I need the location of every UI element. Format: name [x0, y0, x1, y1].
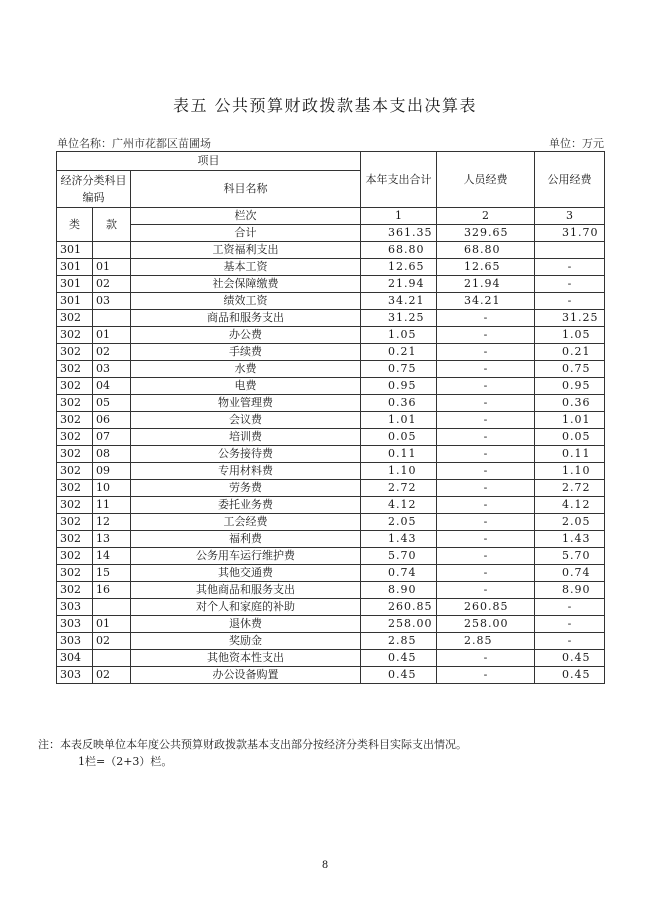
header-class: 类	[57, 208, 93, 242]
item-code: 09	[93, 463, 131, 480]
subject-name: 会议费	[131, 412, 361, 429]
footnote-formula: 1栏=（2+3）栏。	[78, 755, 173, 768]
subject-name: 劳务费	[131, 480, 361, 497]
table-row	[57, 242, 605, 259]
table-row	[57, 650, 605, 667]
class-code: 302	[57, 412, 93, 429]
amount-total: 1.10	[361, 463, 437, 480]
amount-staff: -	[437, 429, 535, 446]
amount-total: 2.05	[361, 514, 437, 531]
amount-public: 0.21	[535, 344, 605, 361]
subject-name: 工会经费	[131, 514, 361, 531]
header-staff: 人员经费	[437, 152, 535, 208]
table-row	[57, 667, 605, 684]
class-code: 302	[57, 565, 93, 582]
class-code: 302	[57, 327, 93, 344]
amount-staff: 34.21	[437, 293, 535, 310]
item-code: 13	[93, 531, 131, 548]
amount-public: 1.01	[535, 412, 605, 429]
item-code: 16	[93, 582, 131, 599]
amount-total: 0.74	[361, 565, 437, 582]
subject-name: 办公费	[131, 327, 361, 344]
item-code: 11	[93, 497, 131, 514]
item-code: 02	[93, 276, 131, 293]
subject-name: 公务接待费	[131, 446, 361, 463]
amount-public: -	[535, 259, 605, 276]
item-code: 07	[93, 429, 131, 446]
amount-total: 0.95	[361, 378, 437, 395]
amount-staff: 2.85	[437, 633, 535, 650]
amount-staff: -	[437, 531, 535, 548]
amount-public: 2.72	[535, 480, 605, 497]
amount-staff: -	[437, 412, 535, 429]
amount-total: 21.94	[361, 276, 437, 293]
amount-total: 68.80	[361, 242, 437, 259]
table-row	[57, 633, 605, 650]
amount-public: 4.12	[535, 497, 605, 514]
item-code: 02	[93, 633, 131, 650]
subject-name: 绩效工资	[131, 293, 361, 310]
amount-total: 1.43	[361, 531, 437, 548]
table-row	[57, 565, 605, 582]
class-code: 301	[57, 259, 93, 276]
amount-staff: -	[437, 463, 535, 480]
table-row	[57, 599, 605, 616]
amount-public: 0.95	[535, 378, 605, 395]
table-row	[57, 412, 605, 429]
amount-staff: -	[437, 361, 535, 378]
table-row	[57, 531, 605, 548]
subject-name: 奖励金	[131, 633, 361, 650]
amount-total: 0.11	[361, 446, 437, 463]
amount-staff: 258.00	[437, 616, 535, 633]
table-row	[57, 361, 605, 378]
header-econ-code: 经济分类科目编码	[57, 171, 131, 208]
expenditure-table	[56, 151, 605, 684]
amount-total: 260.85	[361, 599, 437, 616]
amount-total: 34.21	[361, 293, 437, 310]
amount-staff: 68.80	[437, 242, 535, 259]
table-row	[57, 327, 605, 344]
header-item: 款	[93, 208, 131, 242]
subject-name: 工资福利支出	[131, 242, 361, 259]
amount-staff: -	[437, 327, 535, 344]
amount-staff: -	[437, 446, 535, 463]
subject-name: 办公设备购置	[131, 667, 361, 684]
item-code: 03	[93, 293, 131, 310]
amount-total: 258.00	[361, 616, 437, 633]
amount-total: 0.21	[361, 344, 437, 361]
amount-total: 0.36	[361, 395, 437, 412]
amount-public: 0.45	[535, 650, 605, 667]
class-code: 303	[57, 599, 93, 616]
amount-public: 0.74	[535, 565, 605, 582]
subject-name: 其他商品和服务支出	[131, 582, 361, 599]
column-no-label: 栏次	[131, 208, 361, 225]
amount-staff: 21.94	[437, 276, 535, 293]
total-label: 合计	[131, 225, 361, 242]
class-code: 302	[57, 344, 93, 361]
item-code: 02	[93, 667, 131, 684]
class-code: 302	[57, 531, 93, 548]
amount-public: 1.10	[535, 463, 605, 480]
amount-public: -	[535, 276, 605, 293]
subject-name: 福利费	[131, 531, 361, 548]
table-row	[57, 310, 605, 327]
amount-total: 0.45	[361, 650, 437, 667]
amount-staff: -	[437, 548, 535, 565]
amount-staff: -	[437, 378, 535, 395]
item-code	[93, 650, 131, 667]
amount-staff: 12.65	[437, 259, 535, 276]
item-code	[93, 310, 131, 327]
item-code: 06	[93, 412, 131, 429]
subject-name: 公务用车运行维护费	[131, 548, 361, 565]
class-code: 302	[57, 446, 93, 463]
table-row	[57, 259, 605, 276]
column-no-2: 2	[437, 208, 535, 225]
amount-public: 8.90	[535, 582, 605, 599]
amount-total: 2.85	[361, 633, 437, 650]
item-code: 01	[93, 327, 131, 344]
class-code: 301	[57, 242, 93, 259]
amount-public: 0.45	[535, 667, 605, 684]
header-public: 公用经费	[535, 152, 605, 208]
subject-name: 电费	[131, 378, 361, 395]
amount-total: 31.25	[361, 310, 437, 327]
amount-public: -	[535, 633, 605, 650]
subject-name: 社会保障缴费	[131, 276, 361, 293]
amount-public: -	[535, 293, 605, 310]
class-code: 302	[57, 582, 93, 599]
amount-total: 8.90	[361, 582, 437, 599]
amount-public: 2.05	[535, 514, 605, 531]
class-code: 302	[57, 378, 93, 395]
amount-total: 5.70	[361, 548, 437, 565]
class-code: 302	[57, 310, 93, 327]
table-row	[57, 293, 605, 310]
subject-name: 退休费	[131, 616, 361, 633]
amount-public: -	[535, 599, 605, 616]
class-code: 302	[57, 429, 93, 446]
total-public: 31.70	[535, 225, 605, 242]
subject-name: 基本工资	[131, 259, 361, 276]
item-code: 15	[93, 565, 131, 582]
amount-total: 1.05	[361, 327, 437, 344]
amount-total: 0.05	[361, 429, 437, 446]
amount-staff: -	[437, 582, 535, 599]
header-subject-name: 科目名称	[131, 171, 361, 208]
amount-staff: 260.85	[437, 599, 535, 616]
table-row	[57, 582, 605, 599]
class-code: 303	[57, 667, 93, 684]
subject-name: 物业管理费	[131, 395, 361, 412]
class-code: 302	[57, 463, 93, 480]
amount-public: 0.11	[535, 446, 605, 463]
amount-public: -	[535, 616, 605, 633]
table-row	[57, 395, 605, 412]
table-row	[57, 497, 605, 514]
unit-name: 单位名称：广州市花都区苗圃场	[57, 137, 211, 150]
item-code: 03	[93, 361, 131, 378]
class-code: 302	[57, 480, 93, 497]
column-no-1: 1	[361, 208, 437, 225]
subject-name: 商品和服务支出	[131, 310, 361, 327]
class-code: 302	[57, 514, 93, 531]
table-row	[57, 378, 605, 395]
class-code: 302	[57, 361, 93, 378]
subject-name: 培训费	[131, 429, 361, 446]
total-staff: 329.65	[437, 225, 535, 242]
table-row	[57, 446, 605, 463]
subject-name: 其他资本性支出	[131, 650, 361, 667]
amount-staff: -	[437, 497, 535, 514]
table-row	[57, 463, 605, 480]
amount-public	[535, 242, 605, 259]
class-code: 303	[57, 633, 93, 650]
amount-staff: -	[437, 650, 535, 667]
table-title: 表五 公共预算财政拨款基本支出决算表	[172, 96, 478, 115]
subject-name: 水费	[131, 361, 361, 378]
item-code: 14	[93, 548, 131, 565]
amount-public: 1.43	[535, 531, 605, 548]
header-project: 项目	[57, 152, 361, 171]
table-row	[57, 276, 605, 293]
table-row	[57, 344, 605, 361]
class-code: 302	[57, 395, 93, 412]
amount-total: 12.65	[361, 259, 437, 276]
amount-staff: -	[437, 667, 535, 684]
amount-total: 0.75	[361, 361, 437, 378]
amount-public: 0.36	[535, 395, 605, 412]
item-code: 02	[93, 344, 131, 361]
table-row	[57, 480, 605, 497]
amount-staff: -	[437, 565, 535, 582]
amount-total: 1.01	[361, 412, 437, 429]
item-code: 08	[93, 446, 131, 463]
footnote: 注：本表反映单位本年度公共预算财政拨款基本支出部分按经济分类科目实际支出情况。	[38, 738, 467, 751]
amount-total: 4.12	[361, 497, 437, 514]
item-code: 04	[93, 378, 131, 395]
amount-staff: -	[437, 480, 535, 497]
item-code: 01	[93, 259, 131, 276]
subject-name: 委托业务费	[131, 497, 361, 514]
total-amount: 361.35	[361, 225, 437, 242]
amount-staff: -	[437, 310, 535, 327]
subject-name: 其他交通费	[131, 565, 361, 582]
page-number: 8	[321, 860, 329, 871]
table-row	[57, 548, 605, 565]
amount-staff: -	[437, 395, 535, 412]
amount-total: 2.72	[361, 480, 437, 497]
subject-name: 对个人和家庭的补助	[131, 599, 361, 616]
class-code: 304	[57, 650, 93, 667]
item-code: 12	[93, 514, 131, 531]
amount-public: 0.75	[535, 361, 605, 378]
class-code: 301	[57, 276, 93, 293]
amount-staff: -	[437, 514, 535, 531]
subject-name: 手续费	[131, 344, 361, 361]
item-code: 01	[93, 616, 131, 633]
table-row	[57, 514, 605, 531]
item-code	[93, 599, 131, 616]
amount-public: 1.05	[535, 327, 605, 344]
item-code: 05	[93, 395, 131, 412]
amount-public: 31.25	[535, 310, 605, 327]
amount-staff: -	[437, 344, 535, 361]
class-code: 303	[57, 616, 93, 633]
subject-name: 专用材料费	[131, 463, 361, 480]
class-code: 301	[57, 293, 93, 310]
table-row	[57, 429, 605, 446]
amount-total: 0.45	[361, 667, 437, 684]
column-no-3: 3	[535, 208, 605, 225]
amount-public: 5.70	[535, 548, 605, 565]
item-code	[93, 242, 131, 259]
class-code: 302	[57, 548, 93, 565]
unit-label: 单位：万元	[549, 137, 604, 150]
amount-public: 0.05	[535, 429, 605, 446]
class-code: 302	[57, 497, 93, 514]
table-row	[57, 616, 605, 633]
header-total: 本年支出合计	[361, 152, 437, 208]
item-code: 10	[93, 480, 131, 497]
